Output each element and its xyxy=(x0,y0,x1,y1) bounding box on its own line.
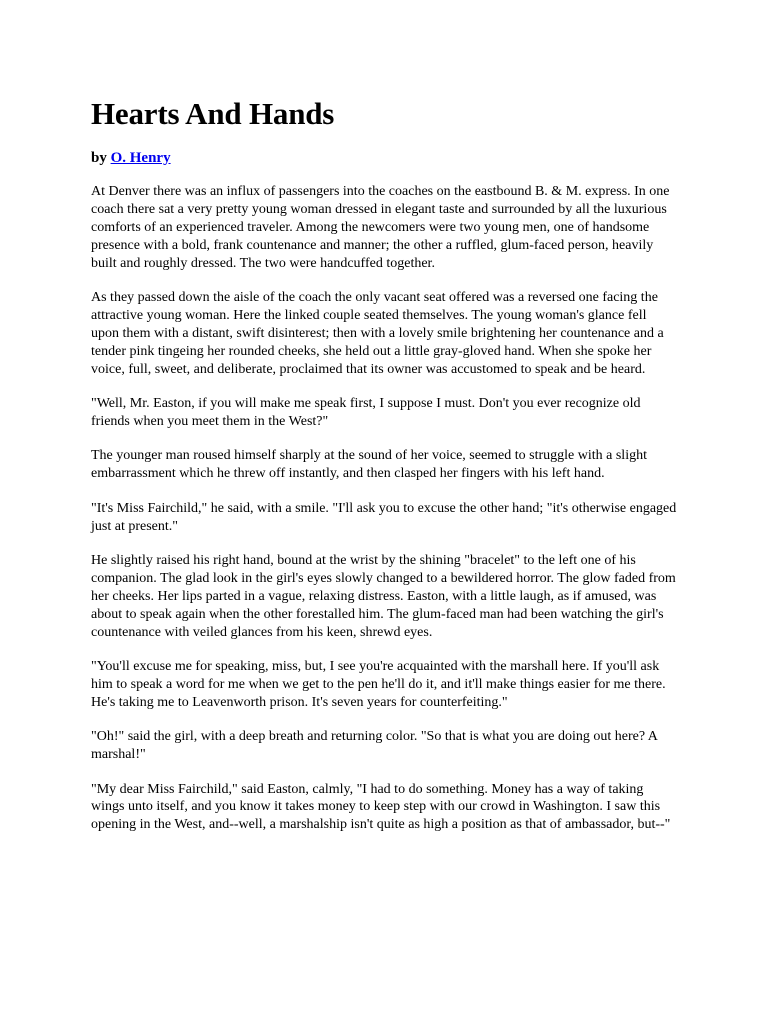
paragraph: The younger man roused himself sharply at the sound of her voice, seemed to struggle with a slight embarrassment which he threw off instantly, and then clasped her fingers with his left hand. xyxy=(91,448,647,482)
paragraph: "It's Miss Fairchild," he said, with a smile. "I'll ask you to excuse the other hand; "it's otherwise engaged just at present." xyxy=(91,500,677,534)
paragraph: "Well, Mr. Easton, if you will make me speak first, I suppose I must. Don't you ever recognize old friends when you meet them in the West?" xyxy=(91,396,641,429)
document-page xyxy=(91,96,677,851)
page-title: Hearts And Hands xyxy=(91,96,335,131)
story-body xyxy=(91,183,677,834)
paragraph: As they passed down the aisle of the coach the only vacant seat offered was a reversed one facing the attractive young woman. Here the linked couple seated themselves. The young woman's glance fell upon them with a distant, swift disinterest; then with a lovely smile brightening her countenance and a tender pink tingeing her rounded cheeks, she held out a little gray-gloved hand. When she spoke her voice, full, sweet, and deliberate, proclaimed that its owner was accustomed to speak and be heard. xyxy=(91,290,664,377)
author-link[interactable]: O. Henry xyxy=(110,150,171,166)
paragraph: "Oh!" said the girl, with a deep breath and returning color. "So that is what you are doing out here? A marshal!" xyxy=(91,729,658,763)
paragraph: At Denver there was an influx of passengers into the coaches on the eastbound B. & M. express. In one coach there sat a very pretty young woman dressed in elegant taste and surrounded by all the luxurious comforts of an experienced traveler. Among the newcomers were two young men, one of handsome presence with a bold, frank countenance and manner; the other a ruffled, glum-faced person, heavily built and roughly dressed. The two were handcuffed together. xyxy=(91,184,670,271)
byline xyxy=(91,149,677,167)
paragraph: "You'll excuse me for speaking, miss, but, I see you're acquainted with the marshall here. If you'll ask him to speak a word for me when we get to the pen he'll do it, and it'll make things easier for me there. He's taking me to Leavenworth prison. It's seven years for counterfeiting." xyxy=(91,659,666,710)
byline-prefix: by xyxy=(91,150,107,166)
paragraph: He slightly raised his right hand, bound at the wrist by the shining "bracelet" to the left one of his companion. The glad look in the girl's eyes slowly changed to a bewildered horror. The glow faded from her cheeks. Her lips parted in a vague, relaxing distress. Easton, with a little laugh, as if amused, was about to speak again when the other forestalled him. The glum-faced man had been watching the girl's countenance with veiled glances from his keen, shrewd eyes. xyxy=(91,553,676,640)
paragraph: "My dear Miss Fairchild," said Easton, calmly, "I had to do something. Money has a way of taking wings unto itself, and you know it takes money to keep step with our crowd in Washington. I saw this opening in the West, and--well, a marshalship isn't quite as high a position as that of ambassador, but--" xyxy=(91,781,671,833)
